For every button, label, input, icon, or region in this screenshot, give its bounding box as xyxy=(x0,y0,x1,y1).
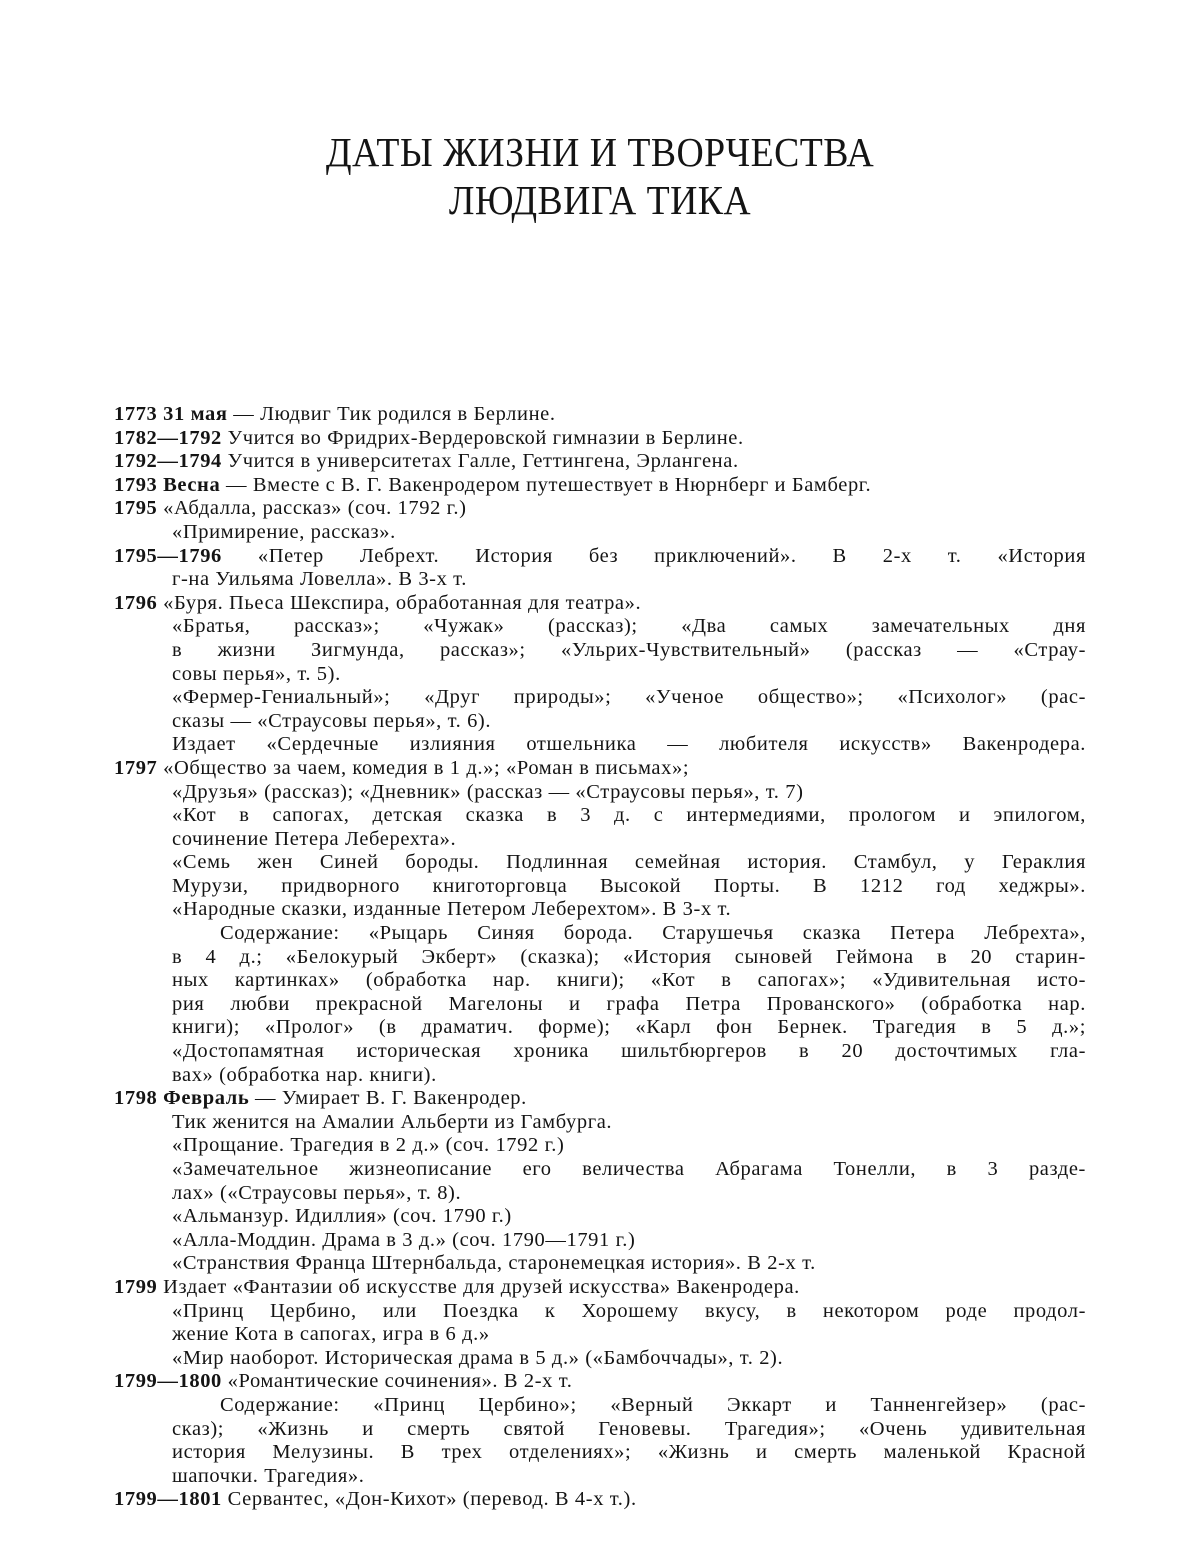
entry-text: «Буря. Пьеса Шекспира, обработанная для театра». xyxy=(157,591,642,614)
entry-text: «Романтические сочинения». В 2-х т. xyxy=(221,1370,573,1393)
entry-1795 xyxy=(114,497,1086,544)
entry-1793 xyxy=(114,474,1086,498)
page-title-line-2: ЛЮДВИГА ТИКА xyxy=(448,177,752,223)
entry-text: Издает «Сердечные излияния отшельника — любителя искусств» Вакенродера. xyxy=(172,733,1086,756)
entry-year: 1773 xyxy=(114,403,158,425)
entry-text: сказ); «Жизнь и смерть святой Геновевы. Трагедия»; «Очень удивительная xyxy=(172,1417,1086,1440)
entry-year: 1795 xyxy=(114,497,158,520)
entry-text: «Мир наоборот. Историческая драма в 5 д.» («Бамбоччады», т. 2). xyxy=(172,1346,784,1369)
entry-text: — Вместе с В. Г. Вакенродером путешествует в Нюрнберг и Бамберг. xyxy=(220,473,872,496)
page-title xyxy=(48,128,1152,224)
entry-text: Издает «Фантазии об искусстве для друзей искусства» Вакенродера. xyxy=(157,1275,800,1298)
entry-text: в 4 д.; «Белокурый Экберт» (сказка); «История сыновей Геймона в 20 старин- xyxy=(172,945,1086,968)
entry-text: Учится в университетах Галле, Геттингена, Эрлангена. xyxy=(221,450,739,473)
entry-year: 1799—1801 xyxy=(114,1488,222,1511)
entry-text: Содержание: «Рыцарь Синяя борода. Старушечья сказка Петера Лебрехта», xyxy=(220,922,1086,945)
entry-date: Весна xyxy=(163,473,221,496)
entry-text: «Примирение, рассказ». xyxy=(172,520,396,543)
entry-text: г-на Уильяма Ловелла». В 3-х т. xyxy=(172,568,467,591)
entry-text: лах» («Страусовы перья», т. 8). xyxy=(172,1181,462,1204)
entry-text: в жизни Зигмунда, рассказ»; «Ульрих-Чувствительный» (рассказ — «Страу- xyxy=(172,638,1086,661)
entry-year: 1799 xyxy=(114,1275,158,1298)
entry-1799-1801 xyxy=(114,1488,1086,1512)
entry-text: «Алла-Моддин. Драма в 3 д.» (соч. 1790—1791 г.) xyxy=(172,1228,636,1251)
entry-text: «Прощание. Трагедия в 2 д.» (соч. 1792 г.) xyxy=(172,1134,565,1157)
entry-year: 1795—1796 xyxy=(114,544,222,567)
entry-text: «Фермер-Гениальный»; «Друг природы»; «Ученое общество»; «Психолог» (рас- xyxy=(172,686,1086,709)
entry-text: «Кот в сапогах, детская сказка в 3 д. с интермедиями, прологом и эпилогом, xyxy=(172,804,1086,827)
entry-text: Учится во Фридрих-Вердеровской гимназии в Берлине. xyxy=(221,426,744,449)
entry-year: 1799—1800 xyxy=(114,1370,222,1393)
entry-1796 xyxy=(114,592,1086,757)
entry-text: жение Кота в сапогах, игра в 6 д.» xyxy=(172,1323,490,1346)
entry-text: «Замечательное жизнеописание его величества Абрагама Тонелли, в 3 разде- xyxy=(172,1158,1086,1180)
entry-1792-1794 xyxy=(114,450,1086,474)
entry-year: 1793 xyxy=(114,473,158,496)
entry-text: «Принц Цербино, или Поездка к Хорошему вкусу, в некотором роде продол- xyxy=(172,1299,1086,1322)
entry-text: шапочки. Трагедия». xyxy=(172,1464,365,1487)
entry-text: «Абдалла, рассказ» (соч. 1792 г.) xyxy=(157,497,467,520)
entry-text: сочинение Петера Леберехта». xyxy=(172,827,457,850)
entry-text: — Умирает В. Г. Вакенродер. xyxy=(249,1087,527,1110)
entry-text: «Братья, рассказ»; «Чужак» (рассказ); «Два самых замечательных дня xyxy=(172,615,1086,638)
entry-1773 xyxy=(114,403,1086,427)
entry-year: 1798 xyxy=(114,1087,158,1110)
entry-text: ных картинках» (обработка нар. книги); «Кот в сапогах»; «Удивительная исто- xyxy=(172,969,1086,992)
entry-text: вах» (обработка нар. книги). xyxy=(172,1063,437,1086)
entry-text: — Людвиг Тик родился в Берлине. xyxy=(227,403,556,425)
entry-1798 xyxy=(114,1087,1086,1276)
entry-text: книги); «Пролог» (в драматич. форме); «Карл фон Бернек. Трагедия в 5 д.»; xyxy=(172,1016,1086,1039)
chronology-list xyxy=(114,403,1086,1512)
entry-1799-1800 xyxy=(114,1370,1086,1488)
entry-year: 1797 xyxy=(114,756,158,779)
entry-text: рия любви прекрасной Магелоны и графа Петра Прованского» (обработка нар. xyxy=(172,992,1086,1015)
entry-text: история Мелузины. В трех отделениях»; «Жизнь и смерть маленькой Красной xyxy=(172,1441,1086,1464)
entry-text: совы перья», т. 5). xyxy=(172,662,341,685)
entry-text: «Друзья» (рассказ); «Дневник» (рассказ — «Страусовы перья», т. 7) xyxy=(172,780,804,803)
page-title-line-1: ДАТЫ ЖИЗНИ И ТВОРЧЕСТВА xyxy=(325,129,875,175)
entry-year: 1782—1792 xyxy=(114,426,222,449)
entry-year: 1796 xyxy=(114,591,158,614)
entry-1795-1796 xyxy=(114,545,1086,592)
entry-text: Сервантес, «Дон-Кихот» (перевод. В 4-х т.). xyxy=(221,1488,637,1511)
entry-1782-1792 xyxy=(114,427,1086,451)
entry-text: «Народные сказки, изданные Петером Леберехтом». В 3-х т. xyxy=(172,898,732,921)
entry-text: «Альманзур. Идиллия» (соч. 1790 г.) xyxy=(172,1205,512,1228)
entry-text: «Достопамятная историческая хроника шильтбюргеров в 20 досточтимых гла- xyxy=(172,1040,1086,1063)
entry-year: 1792—1794 xyxy=(114,450,222,473)
entry-text: «Общество за чаем, комедия в 1 д.»; «Роман в письмах»; xyxy=(157,756,690,779)
entry-text: «Странствия Франца Штернбальда, старонемецкая история». В 2-х т. xyxy=(172,1252,816,1275)
entry-1799 xyxy=(114,1276,1086,1370)
entry-text: Тик женится на Амалии Альберти из Гамбурга. xyxy=(172,1110,613,1133)
entry-date: Февраль xyxy=(163,1087,250,1110)
entry-text: сказы — «Страусовы перья», т. 6). xyxy=(172,709,492,732)
entry-1797 xyxy=(114,757,1086,1087)
entry-text: «Семь жен Синей бороды. Подлинная семейная история. Стамбул, у Гераклия xyxy=(172,851,1086,874)
entry-date: 31 мая xyxy=(163,403,228,425)
entry-text: Мурузи, придворного книготорговца Высокой Порты. В 1212 год хеджры». xyxy=(172,874,1086,897)
entry-text: «Петер Лебрехт. История без приключений». В 2-х т. «История xyxy=(221,544,1086,567)
entry-text: Содержание: «Принц Цербино»; «Верный Эккарт и Танненгейзер» (рас- xyxy=(220,1393,1086,1416)
